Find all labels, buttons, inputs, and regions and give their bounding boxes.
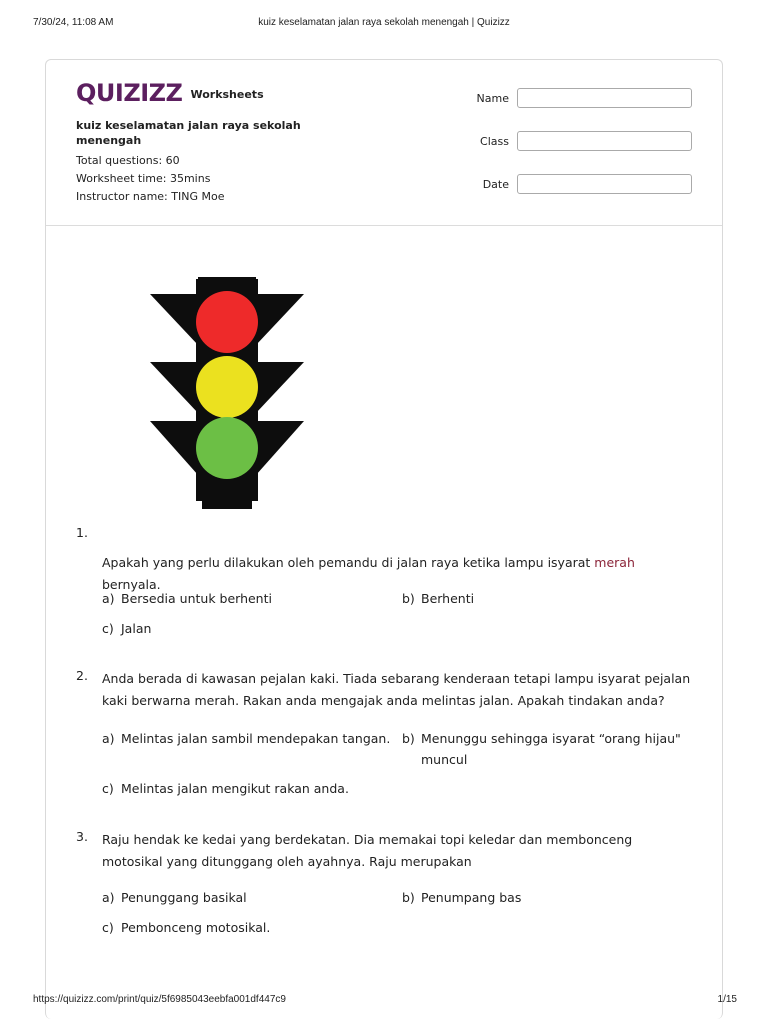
quizizz-logo [76, 78, 264, 108]
worksheet-title: kuiz keselamatan jalan raya sekolah menengah [76, 119, 301, 147]
class-label: Class [480, 135, 509, 148]
worksheet-time: Worksheet time: 35mins [76, 172, 211, 185]
logo-wordmark: QUIZIZZ [76, 79, 183, 107]
option-a: a) Melintas jalan sambil mendepakan tangan. [102, 731, 391, 746]
page-number: 1/15 [717, 994, 737, 1005]
highlight-word: merah [594, 555, 635, 570]
question-number: 2. [76, 668, 88, 683]
date-field[interactable] [517, 174, 692, 194]
question-text: Anda berada di kawasan pejalan kaki. Tiada sebarang kenderaan tetapi lampu isyarat pejalan kaki berwarna merah. Rakan anda mengajak anda melintas jalan. Apakah tindakan anda? [102, 671, 691, 708]
red-light-icon [196, 291, 258, 353]
question-number: 3. [76, 829, 88, 844]
instructor-name: Instructor name: TING Moe [76, 190, 225, 203]
worksheet-header [46, 60, 722, 226]
yellow-light-icon [196, 356, 258, 418]
option-a: a) Bersedia untuk berhenti [102, 591, 272, 606]
total-questions: Total questions: 60 [76, 154, 180, 167]
name-field[interactable] [517, 88, 692, 108]
date-label: Date [482, 178, 509, 191]
logo-subtitle: Worksheets [190, 88, 264, 101]
option-a: a) Penunggang basikal [102, 890, 247, 905]
class-row [456, 131, 696, 153]
name-row [456, 88, 696, 110]
print-header [0, 0, 768, 40]
traffic-light-image [150, 277, 304, 509]
option-c: c) Jalan [102, 621, 152, 636]
print-url[interactable]: https://quizizz.com/print/quiz/5f6985043eebfa001df447c9 [33, 994, 286, 1005]
print-footer [0, 990, 768, 1024]
option-b: b) Penumpang bas [402, 890, 522, 905]
option-c: c) Pembonceng motosikal. [102, 920, 271, 935]
print-title: kuiz keselamatan jalan raya sekolah menengah | Quizizz [258, 17, 510, 28]
question-text: Apakah yang perlu dilakukan oleh pemandu di jalan raya ketika lampu isyarat merah bernyala. [102, 555, 635, 592]
green-light-icon [196, 417, 258, 479]
date-row [456, 174, 696, 196]
worksheet-card [45, 59, 723, 1019]
class-field[interactable] [517, 131, 692, 151]
question-text: Raju hendak ke kedai yang berdekatan. Dia memakai topi keledar dan membonceng motosikal yang ditunggang oleh ayahnya. Raju merupakan [102, 832, 633, 869]
worksheet-meta [76, 118, 326, 206]
question-number: 1. [76, 525, 88, 540]
print-datetime: 7/30/24, 11:08 AM [33, 17, 114, 28]
option-c: c) Melintas jalan mengikut rakan anda. [102, 781, 349, 796]
option-b: b) Menunggu sehingga isyarat “orang hijau" muncul [402, 731, 681, 767]
name-label: Name [476, 92, 509, 105]
option-b: b) Berhenti [402, 591, 475, 606]
